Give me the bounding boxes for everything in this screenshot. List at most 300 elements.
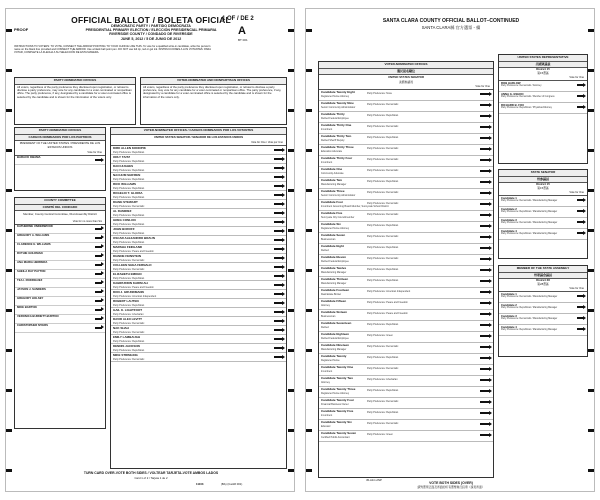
candidate-name: Candidate 1 xyxy=(501,292,517,296)
vote-arrow[interactable] xyxy=(480,269,490,271)
candidate-row[interactable] xyxy=(499,103,587,114)
candidate-occupation: Party Preference: Republican xyxy=(113,339,145,343)
candidate-row[interactable] xyxy=(499,92,587,103)
candidate-name: Candidate 2 xyxy=(501,303,517,307)
candidate-name: Candidate Thirteen xyxy=(321,277,349,281)
candidate-row[interactable] xyxy=(499,292,587,303)
vote-arrow[interactable] xyxy=(274,194,283,196)
vote-arrow[interactable] xyxy=(95,255,102,257)
vote-arrow[interactable] xyxy=(577,95,584,97)
candidate-row[interactable] xyxy=(319,255,493,266)
candidate-name: ROGELIO T. GLORIA xyxy=(113,191,143,195)
party-preference: Party Preference: Republican xyxy=(367,246,399,249)
candidate-occupation: Registered Nurse Attorney xyxy=(321,391,350,395)
candidate-occupation: Party Preference: Republican xyxy=(113,186,145,190)
candidate-occupation: Retired xyxy=(321,248,329,252)
candidate-name: OSCAR ALEJANDRO BRAUN xyxy=(113,236,155,240)
candidate-occupation: Party Preference: Democratic xyxy=(113,258,145,262)
candidate-name: EMILY LAMBAUGH xyxy=(113,335,141,339)
vote-arrow[interactable] xyxy=(480,280,490,282)
ballot-card-right xyxy=(305,8,595,492)
vote-arrow[interactable] xyxy=(480,258,490,260)
vote-arrow[interactable] xyxy=(95,318,102,320)
candidate-name: Candidate Seven xyxy=(321,233,346,237)
vote-arrow[interactable] xyxy=(95,237,102,239)
candidate-row[interactable] xyxy=(319,365,493,376)
candidate-row[interactable] xyxy=(319,299,493,310)
candidate-occupation: Incumbent xyxy=(321,369,333,373)
candidate-row[interactable] xyxy=(111,200,286,209)
party-preference: Party Preference: Democratic xyxy=(367,103,399,106)
candidate-row[interactable] xyxy=(111,344,286,353)
candidate-occupation: Party Preference: Peace and Freedom xyxy=(113,285,154,289)
rep-candidate-list xyxy=(499,81,587,114)
candidate-row[interactable] xyxy=(499,207,587,218)
candidate-name: DAN HUGHES xyxy=(113,164,134,168)
candidate-row[interactable] xyxy=(111,299,286,308)
vote-both-sides-notice-zh: 請對選票正面及背面的所有選舉進行投票（請見背面） xyxy=(417,485,485,489)
candidate-name: COLLEEN SHEA FERNALD xyxy=(113,263,152,267)
party-preference: Party Preference: Democratic xyxy=(367,345,399,348)
page-number: 1 OF / DE 2 xyxy=(222,16,254,22)
candidate-row[interactable] xyxy=(111,227,286,236)
candidate-name: Candidate Fourteen xyxy=(321,288,350,292)
candidate-name: Candidate Two xyxy=(321,178,343,182)
candidate-name: Candidate Nineteen xyxy=(321,343,350,347)
candidate-name: MIKE STRIMLING xyxy=(113,353,138,357)
vote-arrow[interactable] xyxy=(274,221,283,223)
candidate-name: Candidate Twenty xyxy=(321,354,347,358)
senate-candidate-list xyxy=(111,146,286,362)
party-preference: Party Preference: Democratic xyxy=(367,400,399,403)
candidate-occupation: Retired xyxy=(321,325,329,329)
vote-arrow[interactable] xyxy=(577,317,584,319)
vote-arrow[interactable] xyxy=(95,264,102,266)
vote-arrow[interactable] xyxy=(480,291,490,293)
vote-arrow[interactable] xyxy=(480,368,490,370)
vote-arrow[interactable] xyxy=(274,347,283,349)
candidate-row[interactable] xyxy=(319,112,493,123)
candidate-name: Candidate Twenty Three xyxy=(321,387,356,391)
candidate-name: JAYSON J. SANDERS xyxy=(17,286,46,291)
vote-arrow[interactable] xyxy=(95,309,102,311)
candidate-name: Candidate Twenty Five xyxy=(321,409,354,413)
candidate-occupation: Sunnyvale City Councilmember xyxy=(321,215,355,219)
candidate-name: DIRK ALLEN KONOPIK xyxy=(113,146,146,150)
ballot-code: 45-A1C-2NP xyxy=(366,478,382,482)
candidate-row[interactable] xyxy=(499,314,587,325)
vote-arrow[interactable] xyxy=(480,401,490,403)
vote-arrow[interactable] xyxy=(274,239,283,241)
party-preference: Party Preference: Republican xyxy=(367,356,399,359)
continued-title: SANTA CLARA COUNTY OFFICIAL BALLOT–CONTINUED xyxy=(382,18,520,24)
candidate-row[interactable] xyxy=(319,189,493,200)
party-preference: Party Preference: Republican xyxy=(367,180,399,183)
candidate-row[interactable] xyxy=(319,354,493,365)
continued-subtitle: SANTA CLARA縣 官方選票 - 續 xyxy=(421,25,481,30)
candidate-name: Candidate 4 xyxy=(501,229,517,233)
vote-arrow[interactable] xyxy=(480,357,490,359)
candidate-occupation: Incumbent xyxy=(321,127,333,131)
candidate-row[interactable] xyxy=(319,387,493,398)
candidate-row[interactable] xyxy=(111,272,286,281)
candidate-row[interactable] xyxy=(319,90,493,101)
candidate-row[interactable] xyxy=(319,420,493,431)
candidate-occupation: Manufacturing Manager xyxy=(321,347,347,351)
senate-candidate-list xyxy=(319,90,493,442)
vote-arrow[interactable] xyxy=(274,356,283,358)
candidate-name: VERONICA BURNETT-BURTON xyxy=(17,313,59,318)
candidate-occupation: Certified Public Accountant xyxy=(321,435,350,439)
vote-arrow[interactable] xyxy=(577,106,584,108)
party-preference: Party Preference: Democratic xyxy=(367,191,399,194)
candidate-occupation: Party Preference: Democratic / Manufacturing Manager xyxy=(501,222,558,225)
candidate-row[interactable] xyxy=(499,303,587,314)
candidate-row[interactable] xyxy=(319,310,493,321)
candidate-row[interactable] xyxy=(111,335,286,344)
candidate-occupation: Party Preference: Democratic / Attorney xyxy=(501,85,542,88)
candidate-row[interactable] xyxy=(319,332,493,343)
vote-arrow[interactable] xyxy=(95,300,102,302)
candidate-name: Candidate 2 xyxy=(501,207,517,211)
candidate-occupation: Party Preference: Democratic xyxy=(113,357,145,361)
party-preference: Party Preference: Democratic xyxy=(367,235,399,238)
party-preference: Party Preference: Republican xyxy=(367,136,399,139)
candidate-occupation: Party Preference: Republican xyxy=(113,159,145,163)
candidate-name: ANNA G. ESHOO xyxy=(501,92,524,96)
party-preference: Party Preference: Democratic xyxy=(367,367,399,370)
candidate-row[interactable] xyxy=(319,156,493,167)
vote-arrow[interactable] xyxy=(480,412,490,414)
candidate-row[interactable] xyxy=(111,146,286,155)
candidate-name: Candidate Twenty Four xyxy=(321,398,354,402)
candidate-occupation: Incumbent xyxy=(321,160,333,164)
candidate-name: Candidate Twenty Two xyxy=(321,376,354,380)
candidate-occupation: Party Preference: Republican xyxy=(113,348,145,352)
vote-arrow[interactable] xyxy=(95,228,102,230)
candidate-row[interactable] xyxy=(319,431,493,442)
candidate-row[interactable] xyxy=(499,81,587,92)
vote-arrow[interactable] xyxy=(274,266,283,268)
vote-arrow[interactable] xyxy=(480,159,490,161)
candidate-occupation: Party Preference: Democratic xyxy=(113,330,145,334)
candidate-row[interactable] xyxy=(319,178,493,189)
candidate-name: Candidate Eight xyxy=(321,244,344,248)
candidate-occupation: Party Preference: Republican xyxy=(113,195,145,199)
candidate-occupation: Retired Federal Employee xyxy=(321,116,349,120)
vote-arrow[interactable] xyxy=(480,434,490,436)
vote-arrow[interactable] xyxy=(480,225,490,227)
vote-arrow[interactable] xyxy=(577,84,584,86)
candidate-row[interactable] xyxy=(319,244,493,255)
candidate-occupation: Manufacturing Manager xyxy=(321,270,347,274)
candidate-occupation: Party Preference: Republican xyxy=(113,150,145,154)
candidate-row[interactable] xyxy=(111,155,286,164)
vote-arrow[interactable] xyxy=(480,423,490,425)
us-senator-contest: VOTER-NOMINATED OFFICES / CARGOS NOMINADOS POR LOS VOTANTES UNITED STATES SENATOR / SENADOR DE LOS ESTADOS UNIDOS Vote for One / Vote por Uno DIRK ALLEN KONOPIK Party Preference: Republican ORLY TAITZ Party Preference: Republican DAN HUGHES Party Preference: Republican NACHUM SHIFREN Party Preference: Republican RICK WILLIAMS Party Preference: Republican ROGELIO T. GLORIA Party Preference: Republican DIANE STEWART Party Preference: Democratic AL RAMIREZ Party Preference: Republican GREG CONLON Party Preference: Republican JOHN BORUFF Party Preference: Republican OSCAR ALEJANDRO BRAUN Party Preference: Republican MARSHA FEINLAND Party Preference: Peace and Freedom DIANNE FEINSTEIN Party Preference: Democratic COLLEEN SHEA FERNALD Party Preference: Democratic ELIZABETH EMKEN Party Preference: Republican KABIRUDDIN KARIM ALI Party Preference: Peace and Freedom DON J. GRUNDMANN Party Preference: American Independent ROBERT LAUTEN Party Preference: Republican GAIL K. LIGHTFOOT Party Preference: Libertarian DAVID ALEX LEVITT Party Preference: Democratic NAK SHAH Party Preference: Democratic EMILY LAMBAUGH Party Preference: Republican DENNIS JACKSON Party Preference: Republican MIKE STRIMLING Party Preference: Democratic xyxy=(110,127,287,469)
vote-arrow[interactable] xyxy=(480,192,490,194)
candidate-occupation: Real Estate Broker xyxy=(321,292,342,296)
candidate-row[interactable] xyxy=(319,200,493,211)
candidate-row[interactable] xyxy=(111,290,286,299)
candidate-name: DIANE STEWART xyxy=(113,200,138,204)
candidate-row[interactable] xyxy=(111,182,286,191)
ballot-card-left xyxy=(5,8,295,492)
vote-arrow[interactable] xyxy=(274,275,283,277)
vote-arrow[interactable] xyxy=(480,346,490,348)
us-representative-contest: UNITED STATES REPRESENTATIVE 美國眾議員 District 15 第15選區 Vote for One ROB HARLOW Party Preference: Democratic / Attorney ANNA G. ESHOO Party Preference: Democratic / Member of Congress RICHARD B. FOX Party Preference: Republican / Physician/Attorney xyxy=(498,54,588,164)
vote-arrow[interactable] xyxy=(274,302,283,304)
candidate-occupation: Party Preference: Republican xyxy=(113,240,145,244)
vote-arrow[interactable] xyxy=(480,148,490,150)
candidate-name: GREG CONLON xyxy=(113,218,136,222)
candidate-occupation: Party Preference: Republican / Physician/Attorney xyxy=(501,107,552,110)
vote-arrow[interactable] xyxy=(480,335,490,337)
candidate-row[interactable] xyxy=(319,222,493,233)
candidate-occupation: Registered Nurse xyxy=(321,358,340,362)
candidate-row[interactable]: BARACK OBAMA xyxy=(15,156,105,165)
vote-arrow[interactable] xyxy=(577,210,584,212)
party-preference: Party Preference: Democratic xyxy=(367,213,399,216)
candidate-occupation: Party Preference: Republican / Manufacturing Manager xyxy=(501,233,558,236)
party-preference: Party Preference: Republican xyxy=(367,268,399,271)
party-preference: Party Preference: Republican xyxy=(367,389,399,392)
vote-arrow[interactable] xyxy=(274,203,283,205)
vote-arrow[interactable] xyxy=(577,328,584,330)
vote-arrow[interactable] xyxy=(480,313,490,315)
vote-arrow[interactable] xyxy=(577,199,584,201)
party-preference: Party Preference: Republican xyxy=(367,411,399,414)
candidate-name: Candidate Eleven xyxy=(321,255,347,259)
candidate-row[interactable] xyxy=(499,218,587,229)
candidate-row[interactable] xyxy=(319,233,493,244)
party-preference: Party Preference: Democratic xyxy=(367,158,399,161)
vote-arrow[interactable] xyxy=(95,159,102,161)
candidate-row[interactable] xyxy=(319,376,493,387)
vote-arrow[interactable] xyxy=(480,104,490,106)
candidate-occupation: Incumbent xyxy=(321,413,333,417)
state-senator-contest: STATE SENATOR 州參議員 District 15 第15選區 Vote for One Candidate 1 Party Preference: Democratic / Manufacturing Manager Candidate 2 Party Preference: Republican / Manufacturing Manager Candidate 3 Party Preference: Democratic / Manufacturing Manager Candidate 4 Party Preference: Republican / Manufacturing Manager xyxy=(498,169,588,259)
vote-arrow[interactable] xyxy=(480,181,490,183)
candidate-name: Candidate Sixteen xyxy=(321,310,348,314)
candidate-occupation: Financial Business Owner xyxy=(321,402,349,406)
candidate-row[interactable] xyxy=(319,211,493,222)
party-preference: Party Preference: Democratic xyxy=(367,422,399,425)
candidate-occupation: Businessman xyxy=(321,237,336,241)
vote-arrow[interactable] xyxy=(480,302,490,304)
candidate-occupation: Registered Nurse Attorney xyxy=(321,226,350,230)
candidate-occupation: Retired Sheriff Deputy xyxy=(321,138,345,142)
candidate-row[interactable] xyxy=(319,409,493,420)
candidate-row[interactable] xyxy=(111,281,286,290)
vote-arrow[interactable] xyxy=(480,379,490,381)
candidate-occupation: Party Preference: Republican xyxy=(113,222,145,226)
candidate-name: Candidate Six xyxy=(321,222,341,226)
candidate-row[interactable] xyxy=(319,288,493,299)
candidate-occupation: Senior Community Administrator xyxy=(321,105,356,109)
candidate-name: Candidate Twelve xyxy=(321,266,347,270)
party-preference: Party Preference: American Independent xyxy=(367,290,411,293)
vote-arrow[interactable] xyxy=(274,230,283,232)
candidate-occupation: Community Advocate xyxy=(321,171,344,175)
vote-arrow[interactable] xyxy=(274,176,283,178)
candidate-row[interactable] xyxy=(111,173,286,182)
ballot-id: 11103 xyxy=(196,482,204,486)
candidate-name: Candidate 3 xyxy=(501,218,517,222)
candidate-occupation: Party Preference: Democratic / Manufacturing Manager xyxy=(501,296,558,299)
candidate-occupation: Party Preference: Republican / Manufacturing Manager xyxy=(501,307,558,310)
candidate-name: CHRISTOPHER MYERS xyxy=(17,322,49,327)
vote-arrow[interactable] xyxy=(480,126,490,128)
candidate-occupation: Party Preference: Democratic / Member of Congress xyxy=(501,96,555,99)
candidate-name: Candidate 1 xyxy=(501,196,517,200)
assembly-candidate-list xyxy=(499,292,587,336)
candidate-row[interactable] xyxy=(319,277,493,288)
candidate-name: ROBERT LAUTEN xyxy=(113,299,139,303)
vote-arrow[interactable] xyxy=(480,324,490,326)
candidate-row[interactable] xyxy=(111,263,286,272)
party-preference: Party Preference: Democratic xyxy=(367,169,399,172)
party-preference: Party Preference: Democratic xyxy=(367,125,399,128)
vote-arrow[interactable] xyxy=(480,390,490,392)
candidate-name: DIANNE FEINSTEIN xyxy=(113,254,142,258)
candidate-name: Candidate Twenty One xyxy=(321,365,354,369)
candidate-name: GREGORY A. WILLIAMS xyxy=(17,232,50,237)
vote-arrow[interactable] xyxy=(95,282,102,284)
card-letter: A xyxy=(238,25,246,37)
candidate-row[interactable] xyxy=(319,398,493,409)
candidate-row[interactable] xyxy=(499,229,587,240)
candidate-name: Candidate Five xyxy=(321,211,343,215)
candidate-name: JOHN BORUFF xyxy=(113,227,135,231)
candidate-occupation: Registered Nurse Attorney xyxy=(321,94,350,98)
candidate-row[interactable] xyxy=(319,343,493,354)
candidate-occupation: Manufacturing Manager xyxy=(321,182,347,186)
vote-arrow[interactable] xyxy=(274,293,283,295)
ballot-type-code: BT 001 xyxy=(238,38,248,42)
candidate-name: ROB HARLOW xyxy=(501,81,521,85)
party-preference: Party Preference: Republican xyxy=(367,114,399,117)
vote-arrow[interactable] xyxy=(274,185,283,187)
candidate-row[interactable] xyxy=(319,123,493,134)
vote-arrow[interactable] xyxy=(577,306,584,308)
candidate-row[interactable] xyxy=(111,236,286,245)
candidate-occupation: Party Preference: Republican xyxy=(113,303,145,307)
candidate-row[interactable] xyxy=(15,324,105,333)
vote-arrow[interactable] xyxy=(95,291,102,293)
candidate-name: Candidate Thirty xyxy=(321,112,345,116)
candidate-name: GREGORY HOLSEY xyxy=(17,295,44,300)
candidate-row[interactable] xyxy=(319,167,493,178)
vote-arrow[interactable] xyxy=(480,203,490,205)
candidate-row[interactable] xyxy=(499,196,587,207)
candidate-name: ELIZABETH EMKEN xyxy=(113,272,142,276)
candidate-name: Candidate Seventeen xyxy=(321,321,352,325)
vote-arrow[interactable] xyxy=(274,284,283,286)
candidate-occupation: Party Preference: Republican xyxy=(113,213,145,217)
vote-arrow[interactable] xyxy=(480,93,490,95)
party-preference: Party Preference: Peace and Freedom xyxy=(367,301,408,304)
vote-arrow[interactable] xyxy=(274,338,283,340)
candidate-row[interactable] xyxy=(319,321,493,332)
vote-arrow[interactable] xyxy=(274,158,283,160)
party-preference: Party Preference: Democratic xyxy=(367,147,399,150)
party-preference: Party Preference: Democratic xyxy=(367,257,399,260)
candidate-row[interactable] xyxy=(111,317,286,326)
candidate-row[interactable] xyxy=(111,218,286,227)
candidate-name: Candidate Fifteen xyxy=(321,299,347,303)
candidate-name: GAIL K. LIGHTFOOT xyxy=(113,308,143,312)
vote-arrow[interactable] xyxy=(577,232,584,234)
vote-arrow[interactable] xyxy=(274,248,283,250)
candidate-name: ORLY TAITZ xyxy=(113,155,131,159)
candidate-occupation: Retired Federal Employee xyxy=(321,259,349,263)
vote-arrow[interactable] xyxy=(274,257,283,259)
candidate-row[interactable] xyxy=(111,353,286,362)
vote-arrow[interactable] xyxy=(480,170,490,172)
party-preference: Party Preference: None xyxy=(367,92,392,95)
proof-label: PROOF xyxy=(14,27,29,32)
candidate-row[interactable] xyxy=(111,164,286,173)
candidate-name: Candidate Thirty Four xyxy=(321,156,353,160)
vote-arrow[interactable] xyxy=(274,329,283,331)
vote-arrow[interactable] xyxy=(480,115,490,117)
candidate-name: DENNIS JACKSON xyxy=(113,344,140,348)
party-preference: Party Preference: Democratic xyxy=(367,202,399,205)
vote-arrow[interactable] xyxy=(480,137,490,139)
candidate-row[interactable] xyxy=(499,325,587,336)
candidate-row[interactable] xyxy=(319,101,493,112)
vote-arrow[interactable] xyxy=(95,327,102,329)
vote-arrow[interactable] xyxy=(95,246,102,248)
candidate-name: Candidate Three xyxy=(321,189,345,193)
candidate-row[interactable] xyxy=(111,254,286,263)
candidate-name: RICHARD B. FOX xyxy=(501,103,524,107)
party-preference: Party Preference: Republican xyxy=(367,279,399,282)
candidate-row[interactable] xyxy=(111,209,286,218)
vote-arrow[interactable] xyxy=(274,167,283,169)
party-preference: Party Preference: Libertarian xyxy=(367,378,398,381)
vote-arrow[interactable] xyxy=(274,212,283,214)
candidate-occupation: Party Preference: Democratic xyxy=(113,267,145,271)
vote-arrow[interactable] xyxy=(480,236,490,238)
election-header: DEMOCRATIC PARTY / PARTIDO DEMÓCRATA PRESIDENTIAL PRIMARY ELECTION / ELECCIÓN PRESIDENCIAL PRIMARIA RIVERSIDE COUNTY / CONDADO DE RIVERSIDE JUNE 5, 2012 / 5 DE JUNIO DE 2012 xyxy=(85,24,217,41)
candidate-row[interactable] xyxy=(319,145,493,156)
vote-arrow[interactable] xyxy=(480,214,490,216)
candidate-row[interactable] xyxy=(111,326,286,335)
vote-arrow[interactable] xyxy=(577,295,584,297)
vote-arrow[interactable] xyxy=(480,247,490,249)
candidate-occupation: Party Preference: Libertarian xyxy=(113,312,144,316)
candidate-row[interactable] xyxy=(111,191,286,200)
vote-both-sides-notice: VOTE BOTH SIDES (OVER) xyxy=(429,481,473,485)
candidate-row[interactable] xyxy=(111,245,286,254)
candidate-row[interactable] xyxy=(111,308,286,317)
vote-arrow[interactable] xyxy=(274,311,283,313)
candidate-name: Candidate Four xyxy=(321,200,344,204)
candidate-row[interactable] xyxy=(319,266,493,277)
vote-arrow[interactable] xyxy=(95,273,102,275)
candidate-name: DAVID ALEX LEVITT xyxy=(113,317,143,321)
vote-arrow[interactable] xyxy=(274,149,283,151)
card-count: Card 1 of 2 / Tarjeta 1 de 2 xyxy=(134,476,168,480)
candidate-row[interactable] xyxy=(319,134,493,145)
candidate-occupation: Party Preference: Republican xyxy=(113,168,145,172)
candidate-name: Candidate Thirty Two xyxy=(321,134,352,138)
vote-arrow[interactable] xyxy=(274,320,283,322)
candidate-name: NACHUM SHIFREN xyxy=(113,173,141,177)
vote-arrow[interactable] xyxy=(577,221,584,223)
